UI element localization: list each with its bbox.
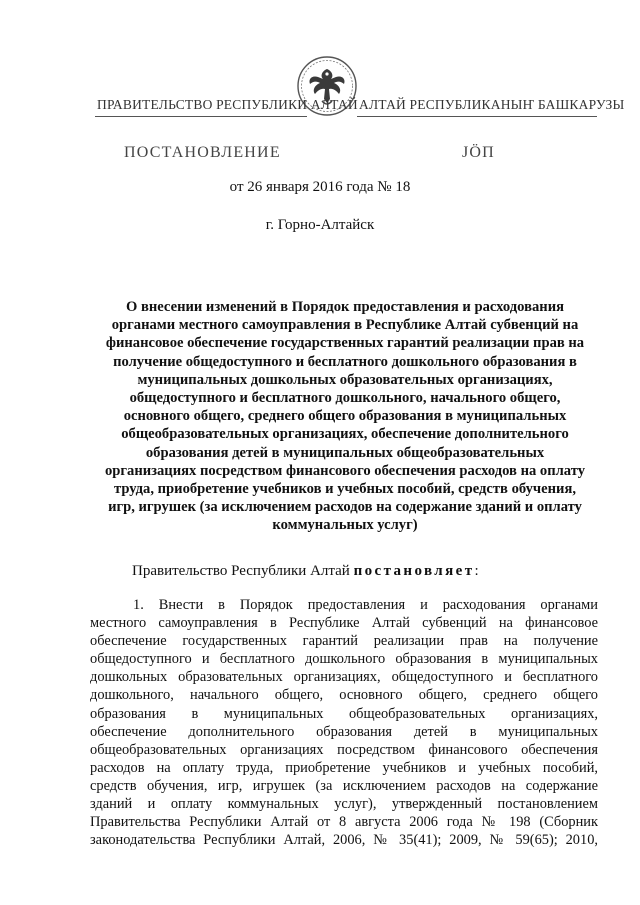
heading-line: муниципальных дошкольных образовательных организациях, xyxy=(137,371,553,388)
paragraph-line: общеобразовательных организациях посредством финансового обеспечения xyxy=(90,741,598,758)
paragraph-line: местного самоуправления в Республике Алтай субвенций на финансовое xyxy=(90,615,598,632)
paragraph-line: обеспечение государственных гарантий реализации прав на получение xyxy=(90,633,598,650)
paragraph-line: расходов на оплату труда, приобретение учебников и учебных пособий, xyxy=(90,759,598,776)
document-city: г. Горно-Алтайск xyxy=(265,217,375,233)
heading-line: коммунальных услуг) xyxy=(272,517,418,534)
header-divider-left xyxy=(95,116,307,117)
heading-line: органами местного самоуправления в Республике Алтай субвенций на xyxy=(111,317,579,334)
resolution-preamble xyxy=(132,563,479,580)
paragraph-line: зданий и оплату коммунальных услуг), утвержденный постановлением xyxy=(90,796,598,813)
preamble-suffix: : xyxy=(474,563,479,579)
heading-line: О внесении изменений в Порядок предоставления и расходования xyxy=(125,299,565,315)
preamble-verb: постановляет xyxy=(353,563,475,579)
heading-line: общедоступного и бесплатного дошкольного, начального общего, xyxy=(129,390,561,407)
paragraph-1 xyxy=(90,596,598,849)
heading-line: общеобразовательных организациях, обеспечение дополнительного xyxy=(121,426,569,443)
paragraph-line: обеспечение дополнительного образования детей в муниципальных xyxy=(90,723,598,740)
paragraph-line: образования в муниципальных общеобразовательных организациях, xyxy=(90,705,598,722)
paragraph-line: 1. Внести в Порядок предоставления и расходования органами xyxy=(133,597,598,613)
paragraph-line: дошкольного, начального общего, основного общего, среднего общего xyxy=(90,687,598,704)
heading-line: основного общего, среднего общего образования в муниципальных xyxy=(123,408,567,425)
heading-line: получение общедоступного и бесплатного дошкольного образования в xyxy=(113,353,577,370)
header-divider-right xyxy=(357,116,597,117)
heading-line: образования детей в муниципальных общеобразовательных xyxy=(145,444,545,461)
paragraph-line: Правительства Республики Алтай от 8 августа 2006 года № 198 (Сборник xyxy=(90,814,598,831)
paragraph-line: дошкольных образовательных организациях, общедоступного и бесплатного xyxy=(90,669,598,686)
paragraph-line: средств обучения, игр, игрушек (за исключением расходов на содержание xyxy=(90,777,598,794)
header-org-right: АЛТАЙ РЕСПУБЛИКАНЫҤ БАШКАРУЗЫ xyxy=(359,97,625,112)
heading-line: организациях посредством финансового обеспечения расходов на оплату xyxy=(104,462,586,479)
document-heading xyxy=(90,298,600,535)
header-org-left: ПРАВИТЕЛЬСТВО РЕСПУБЛИКИ АЛТАЙ xyxy=(97,97,358,112)
doc-type-russian: ПОСТАНОВЛЕНИЕ xyxy=(124,144,281,161)
heading-line: финансовое обеспечение государственных гарантий реализации прав на xyxy=(105,335,585,352)
paragraph-line: общедоступного и бесплатного дошкольного образования в муниципальных xyxy=(90,651,598,668)
heading-line: труда, приобретение учебников и учебных пособий, средств обучения, xyxy=(114,481,576,498)
preamble-prefix: Правительство Республики Алтай xyxy=(132,563,354,579)
heading-line: игр, игрушек (за исключением расходов на содержание зданий и оплату xyxy=(108,499,582,516)
document-date-number: от 26 января 2016 года № 18 xyxy=(229,179,411,195)
paragraph-line: законодательства Республики Алтай, 2006, № 35(41); 2009, № 59(65); 2010, xyxy=(90,832,598,849)
doc-type-altai: ЈӦП xyxy=(462,144,495,161)
